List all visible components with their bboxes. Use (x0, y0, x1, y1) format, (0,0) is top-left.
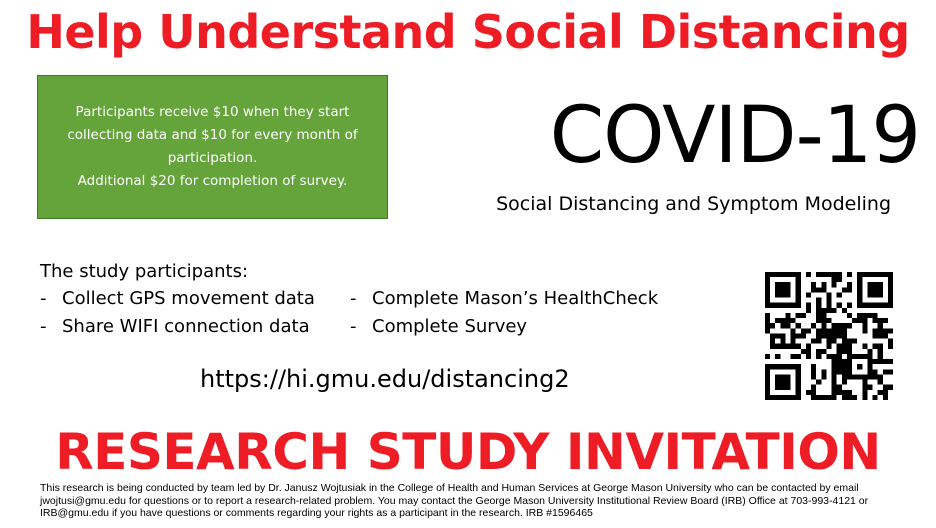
headline: Help Understand Social Distancing (26, 5, 910, 59)
list-item (350, 285, 658, 313)
participant-tasks-right (350, 285, 658, 341)
list-item-label: Complete Mason’s HealthCheck (372, 288, 659, 309)
incentive-line-2: collecting data and $10 for every month of (67, 127, 358, 143)
list-item (40, 313, 315, 341)
participants-heading: The study participants: (40, 261, 249, 282)
research-banner: RESEARCH STUDY INVITATION (55, 423, 881, 481)
participant-tasks-left (40, 285, 315, 341)
covid-title: COVID-19 (549, 91, 920, 181)
list-item-label: Complete Survey (372, 316, 528, 337)
covid-subtitle: Social Distancing and Symptom Modeling (496, 193, 891, 215)
bullet-dash: - (40, 316, 47, 337)
list-item (40, 285, 315, 313)
bullet-dash: - (350, 288, 357, 309)
list-item-label: Share WIFI connection data (62, 316, 310, 337)
list-item (350, 313, 658, 341)
incentive-line-1: Participants receive $10 when they start (75, 104, 350, 120)
bullet-dash: - (40, 288, 47, 309)
irb-fine-print: This research is being conducted by team led by Dr. Janusz Wojtusiak in the College of Health and Human Services at George Mason University who can be contacted by email jwojtusi@gmu.edu for questions or to report a research-related problem. You may contact the George Mason University Institutional Review Board (IRB) Office at 703-993-4121 or IRB@gmu.edu if you have questions or comments regarding your rights as a participant in the research. IRB #1596465 (40, 482, 869, 520)
list-item-label: Collect GPS movement data (62, 288, 315, 309)
qr-code-icon[interactable] (765, 272, 893, 400)
incentive-line-3: participation. (167, 150, 258, 166)
incentive-line-4: Additional $20 for completion of survey. (77, 173, 348, 189)
incentive-box (37, 75, 388, 219)
study-url-link[interactable]: https://hi.gmu.edu/distancing2 (200, 365, 570, 393)
bullet-dash: - (350, 316, 357, 337)
